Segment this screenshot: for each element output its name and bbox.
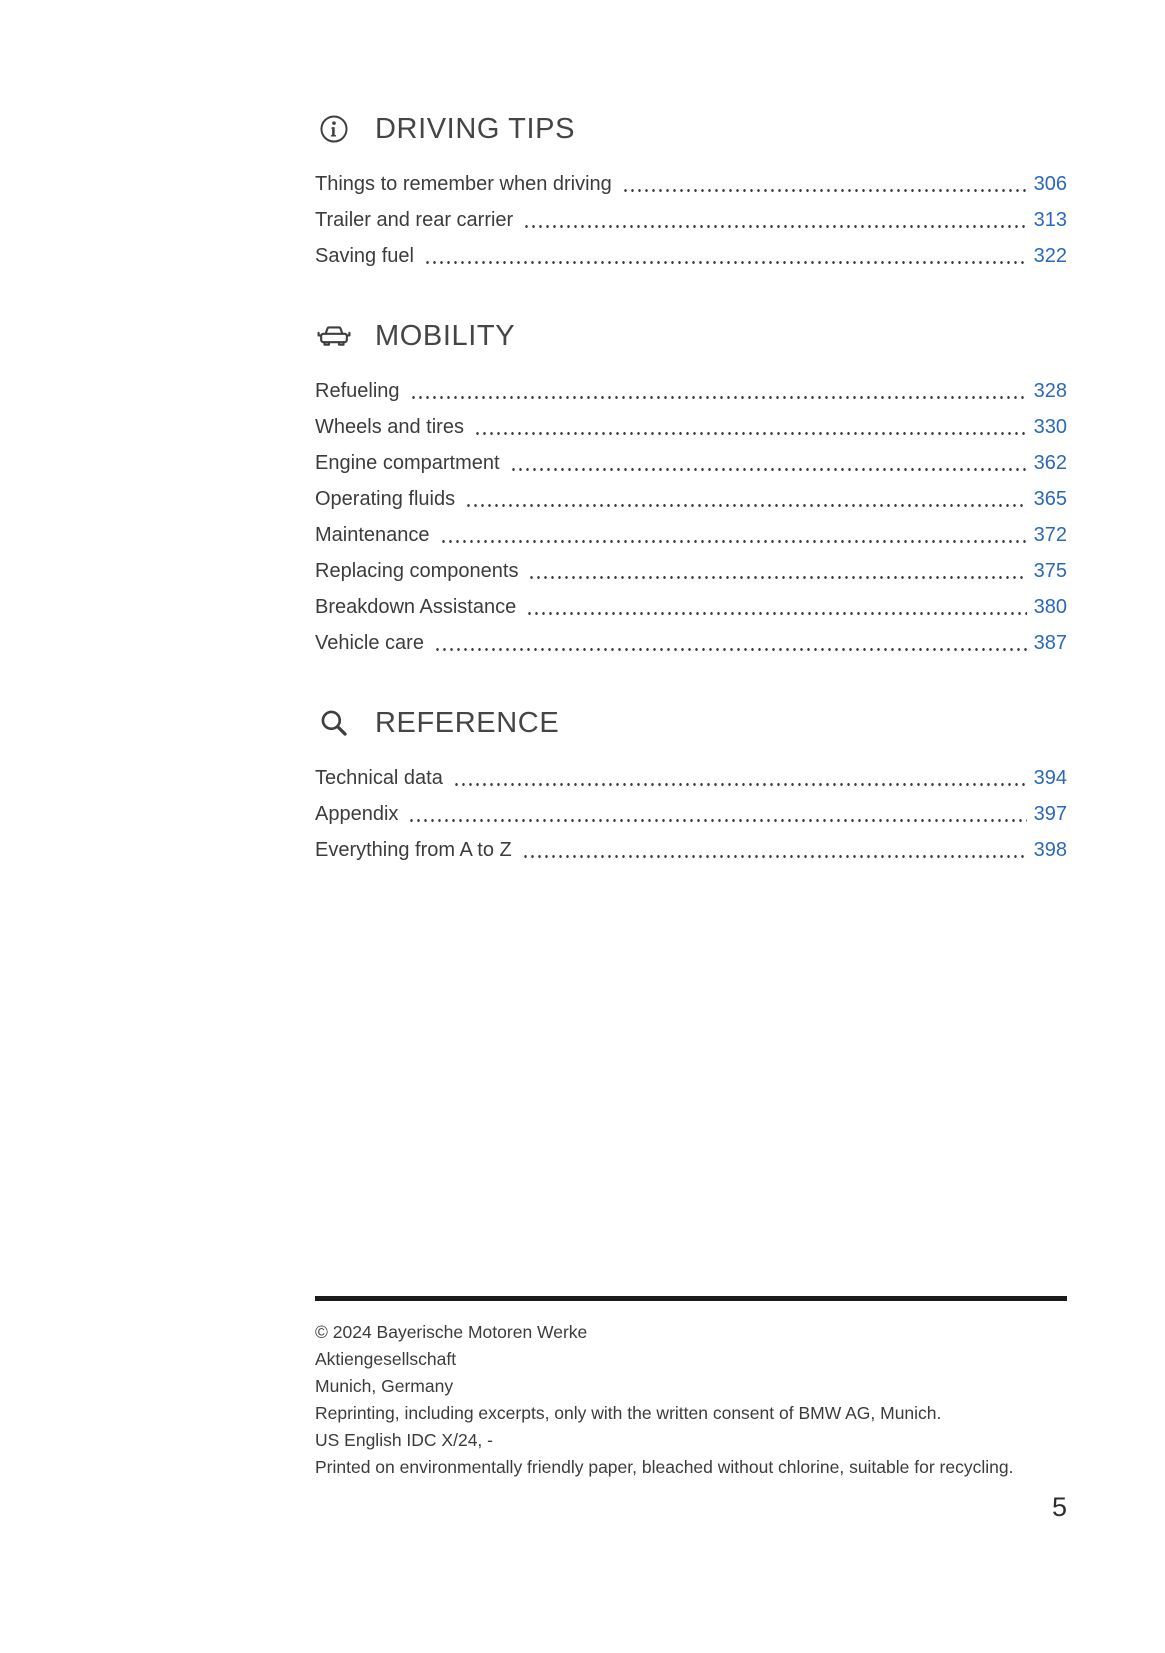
dotted-leader [526,552,1026,588]
toc-entry[interactable] [315,372,1067,408]
car-icon [315,321,353,351]
toc-entry-page: 394 [1033,767,1067,789]
imprint-line: Munich, Germany [315,1376,454,1396]
section-header [315,700,1067,746]
toc-entry[interactable] [315,624,1067,660]
toc-entry-page: 362 [1033,452,1067,474]
dotted-leader [408,372,1027,408]
toc-entry-page: 365 [1033,488,1067,510]
section-header [315,106,1067,152]
imprint-footer [315,1296,1067,1481]
toc-entry[interactable] [315,588,1067,624]
section-title: DRIVING TIPS [375,112,576,145]
section-header [315,313,1067,359]
toc-entry[interactable] [315,480,1067,516]
toc-entry[interactable] [315,759,1067,795]
dotted-leader [432,624,1027,660]
toc-section [315,106,1067,273]
toc-entry-title: Everything from A to Z [315,839,512,861]
imprint-line: © 2024 Bayerische Motoren Werke [315,1322,588,1342]
toc-entry-page: 387 [1033,632,1067,654]
toc-entry-page: 375 [1033,560,1067,582]
page-number: 5 [1051,1492,1067,1522]
imprint-line: Reprinting, including excerpts, only with the written consent of BMW AG, Munich. [315,1403,942,1423]
toc-entry-page: 328 [1033,380,1067,402]
dotted-leader [451,759,1027,795]
toc-entry-title: Things to remember when driving [315,173,612,195]
toc [315,106,1067,901]
toc-section [315,313,1067,660]
section-title: MOBILITY [375,319,516,352]
toc-entry-page: 322 [1033,245,1067,267]
toc-entry[interactable] [315,795,1067,831]
toc-entry-title: Saving fuel [315,245,414,267]
toc-entry[interactable] [315,516,1067,552]
toc-entry-title: Engine compartment [315,452,500,474]
imprint-line: Aktiengesellschaft [315,1349,457,1369]
dotted-leader [521,201,1026,237]
dotted-leader [422,237,1027,273]
toc-entry-title: Maintenance [315,524,430,546]
toc-entry[interactable] [315,408,1067,444]
dotted-leader [463,480,1027,516]
toc-section [315,700,1067,867]
dotted-leader [438,516,1027,552]
toc-entry-title: Breakdown Assistance [315,596,517,618]
toc-entry[interactable] [315,237,1067,273]
section-title: REFERENCE [375,706,560,739]
dotted-leader [406,795,1026,831]
dotted-leader [524,588,1026,624]
toc-entry[interactable] [315,552,1067,588]
toc-entry-page: 330 [1033,416,1067,438]
dotted-leader [472,408,1027,444]
toc-entry-page: 313 [1033,209,1067,231]
search-icon [315,707,353,739]
dotted-leader [520,831,1027,867]
toc-entry-page: 372 [1033,524,1067,546]
toc-entry-page: 306 [1033,173,1067,195]
toc-entry-title: Appendix [315,803,399,825]
toc-entry-title: Wheels and tires [315,416,464,438]
toc-entry-title: Technical data [315,767,443,789]
toc-entry-title: Trailer and rear carrier [315,209,514,231]
toc-entry-title: Vehicle care [315,632,424,654]
dotted-leader [508,444,1027,480]
toc-entry[interactable] [315,831,1067,867]
toc-entry-title: Replacing components [315,560,519,582]
toc-entry-page: 380 [1033,596,1067,618]
footer-divider [315,1296,1067,1301]
dotted-leader [620,165,1027,201]
imprint-line: US English IDC X/24, - [315,1430,493,1450]
imprint-lines [315,1319,1067,1481]
toc-entry-page: 398 [1033,839,1067,861]
toc-entry-title: Operating fluids [315,488,456,510]
toc-entry[interactable] [315,201,1067,237]
toc-entry[interactable] [315,444,1067,480]
toc-entry-page: 397 [1033,803,1067,825]
toc-entry[interactable] [315,165,1067,201]
info-icon [315,113,353,145]
toc-entry-title: Refueling [315,380,400,402]
imprint-line: Printed on environmentally friendly paper, bleached without chlorine, suitable for recycling. [315,1457,1014,1477]
